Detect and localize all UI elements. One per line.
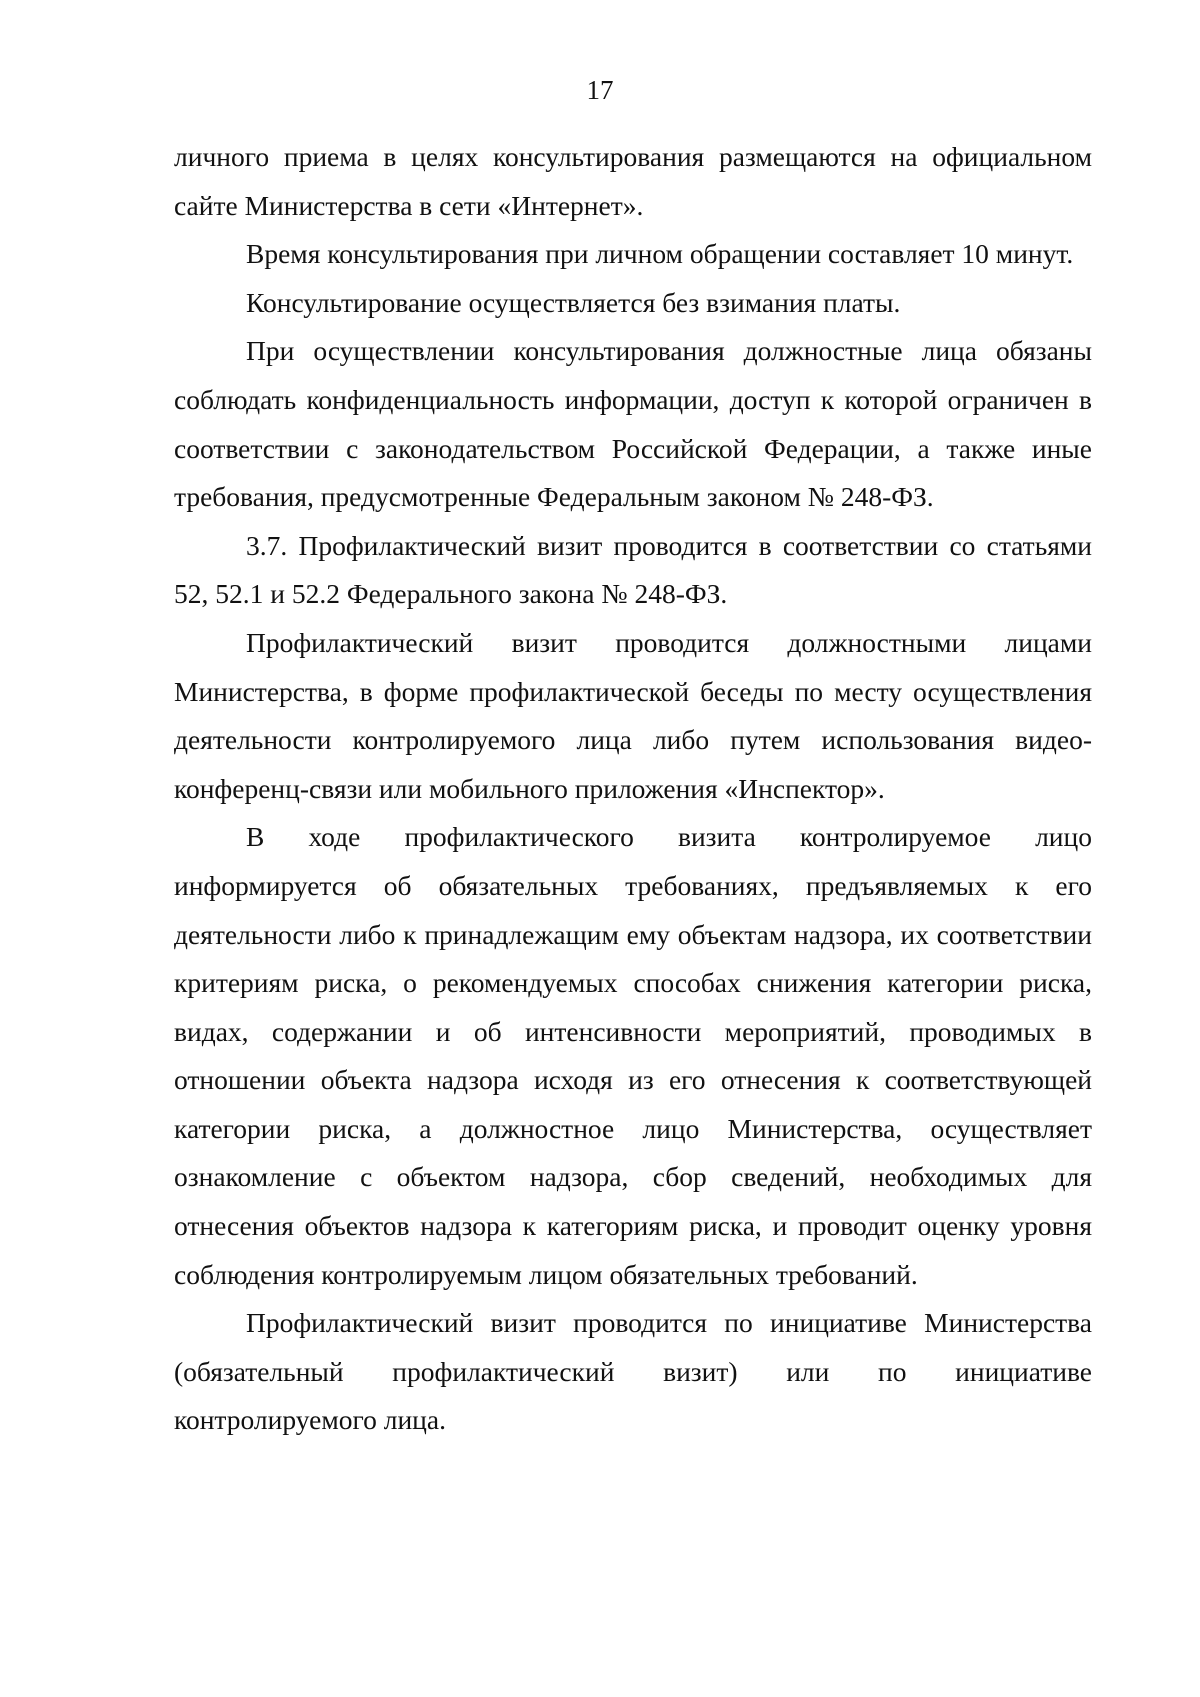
paragraph-consultation-free: Консультирование осуществляется без взимания платы. — [246, 286, 901, 318]
paragraph-3-7-preventive-visit: 3.7. Профилактический визит проводится в соответствии со статьями 52, 52.1 и 52.2 Федерального закона № 248-ФЗ. — [174, 529, 1092, 610]
paragraph-confidentiality: При осуществлении консультирования должностные лица обязаны соблюдать конфиденциальность информации, доступ к которой ограничен в соответствии с законодательством Российской Федерации, а также иные требования, предусмотренные Федеральным законом № 248-ФЗ. — [174, 335, 1092, 513]
page-number: 17 — [586, 75, 614, 105]
paragraph-consultation-schedule-continued: личного приема в целях консультирования размещаются на официальном сайте Министерства в сети «Интернет». — [174, 141, 1092, 221]
paragraph-visit-form: Профилактический визит проводится должностными лицами Министерства, в форме профилактической беседы по месту осуществления деятельности контролируемого лица либо путем использования видео-конференц-связи или мобильного приложения «Инспектор». — [174, 626, 1092, 804]
document-body — [174, 133, 1092, 1445]
paragraph-visit-initiative: Профилактический визит проводится по инициативе Министерства (обязательный профилактический визит) или по инициативе контролируемого лица. — [174, 1307, 1092, 1436]
paragraph-consultation-duration: Время консультирования при личном обращении составляет 10 минут. — [246, 238, 1074, 270]
paragraph-visit-content: В ходе профилактического визита контролируемое лицо информируется об обязательных требованиях, предъявляемых к его деятельности либо к принадлежащим ему объектам надзора, их соответствии критериям риска, о рекомендуемых способах снижения категории риска, видах, содержании и об интенсивности мероприятий, проводимых в отношении объекта надзора исходя из его отнесения к соответствующей категории риска, а должностное лицо Министерства, осуществляет ознакомление с объектом надзора, сбор сведений, необходимых для отнесения объектов надзора к категориям риска, и проводит оценку уровня соблюдения контролируемым лицом обязательных требований. — [174, 821, 1092, 1290]
